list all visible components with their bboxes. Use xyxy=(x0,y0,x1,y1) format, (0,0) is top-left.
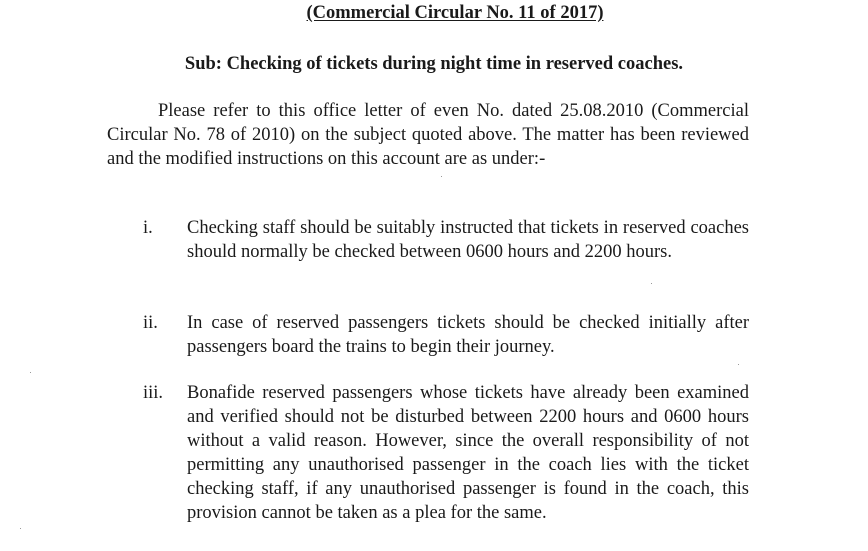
list-item-number: iii. xyxy=(143,383,164,403)
intro-paragraph: Please refer to this office letter of even No. dated 25.08.2010 (Commercial Circular No. 78 of 2010) on the subject quoted above. The matter has been reviewed and the modified instructions on this account are as under:- xyxy=(107,101,749,169)
circular-title-text: (Commercial Circular No. 11 of 2017) xyxy=(306,3,604,23)
scan-speck xyxy=(441,176,442,177)
list-item xyxy=(107,216,749,264)
list-item xyxy=(107,381,749,525)
list-item xyxy=(107,311,749,359)
scan-speck xyxy=(20,528,21,529)
list-item-text: Bonafide reserved passengers whose tickets have already been examined and verified should not be disturbed between 2200 hours and 0600 hours without a valid reason. However, since the overall responsibility of not permitting any unauthorised passenger in the coach lies with the ticket checking staff, if any unauthorised passenger is found in the coach, this provision cannot be taken as a plea for the same. xyxy=(187,383,749,523)
scan-speck xyxy=(738,364,739,365)
list-item-number: ii. xyxy=(143,313,158,333)
subject-text: Sub: Checking of tickets during night time in reserved coaches. xyxy=(184,54,684,74)
list-item-text: Checking staff should be suitably instructed that tickets in reserved coaches should normally be checked between 0600 hours and 2200 hours. xyxy=(187,218,749,262)
subject-line xyxy=(0,53,868,75)
circular-title xyxy=(0,2,868,24)
scan-speck xyxy=(30,372,31,373)
list-item-text: In case of reserved passengers tickets should be checked initially after passengers board the trains to begin their journey. xyxy=(187,313,749,357)
scan-speck xyxy=(651,283,652,284)
list-item-number: i. xyxy=(143,218,153,238)
